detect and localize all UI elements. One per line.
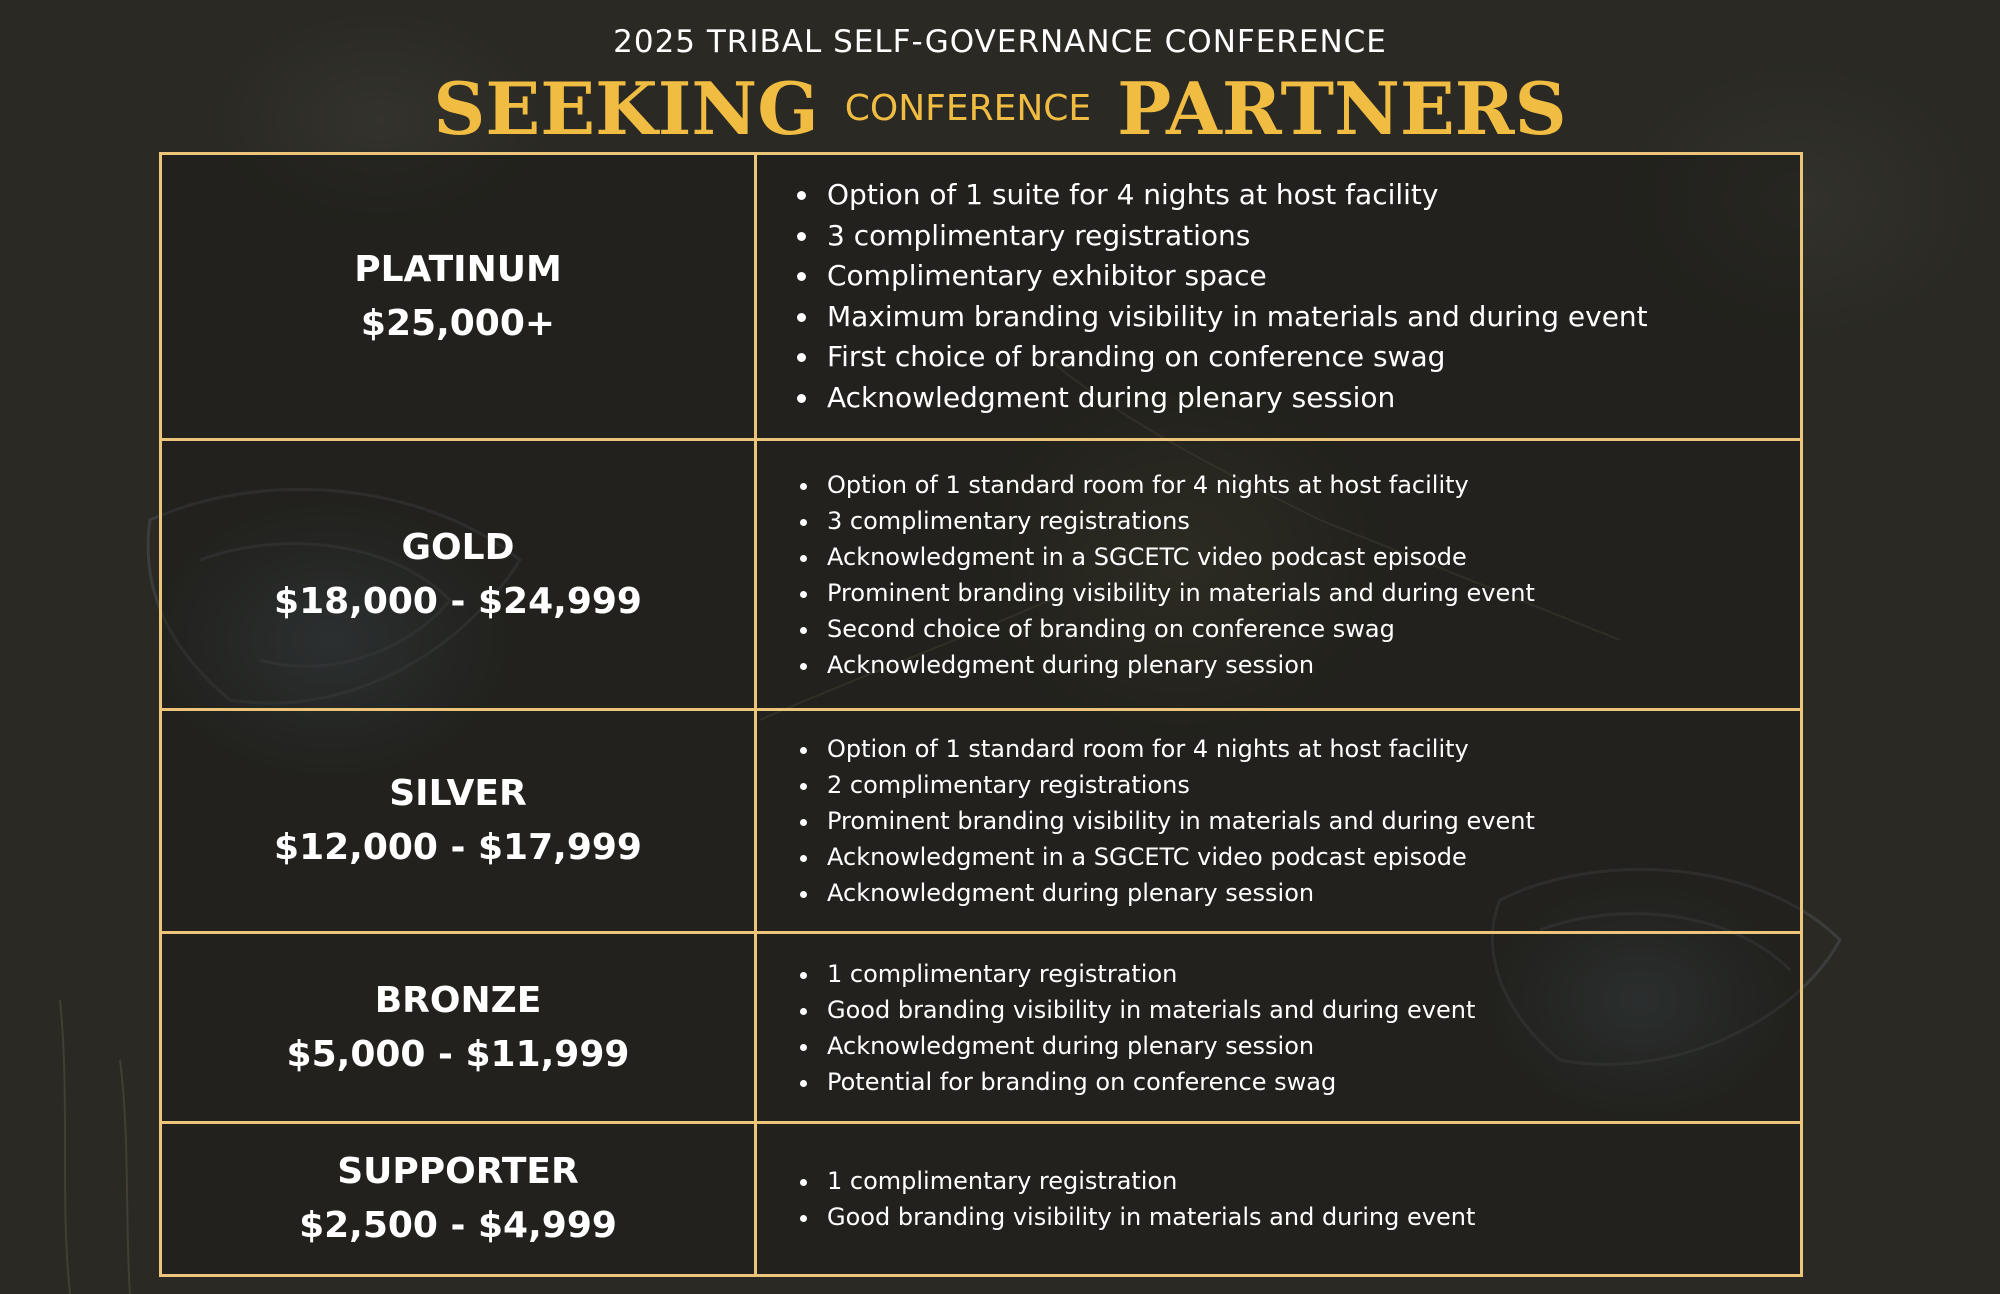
benefit-item: • Potential for branding on conference swag — [821, 1064, 1800, 1100]
tier-cell-gold — [161, 440, 756, 710]
tier-cell-platinum — [161, 154, 756, 440]
benefit-item: • 1 complimentary registration — [821, 1163, 1800, 1199]
title-conference: CONFERENCE — [844, 88, 1092, 129]
tier-price-platinum: $25,000+ — [360, 302, 556, 344]
benefit-item: • Acknowledgment during plenary session — [821, 1028, 1800, 1064]
tier-row-gold — [161, 440, 1802, 710]
benefit-item: • Prominent branding visibility in materials and during event — [821, 803, 1800, 839]
tier-row-silver — [161, 710, 1802, 933]
benefit-item: • First choice of branding on conference swag — [821, 337, 1800, 378]
benefit-item: • Option of 1 suite for 4 nights at host facility — [821, 175, 1800, 216]
benefits-cell-platinum — [756, 154, 1802, 440]
tier-row-platinum — [161, 154, 1802, 440]
benefit-item: • Option of 1 standard room for 4 nights at host facility — [821, 467, 1800, 503]
tier-row-supporter — [161, 1123, 1802, 1276]
benefit-item: • Acknowledgment in a SGCETC video podcast episode — [821, 539, 1800, 575]
benefits-cell-silver — [756, 710, 1802, 933]
tier-name-supporter: SUPPORTER — [337, 1151, 579, 1192]
benefit-item: • 3 complimentary registrations — [821, 503, 1800, 539]
benefits-list-gold — [757, 467, 1800, 683]
benefit-item: • 2 complimentary registrations — [821, 767, 1800, 803]
benefit-item: • Acknowledgment during plenary session — [821, 875, 1800, 911]
tier-price-gold: $18,000 - $24,999 — [274, 580, 642, 622]
tier-cell-supporter — [161, 1123, 756, 1276]
tier-price-supporter: $2,500 - $4,999 — [299, 1205, 617, 1246]
tier-price-bronze: $5,000 - $11,999 — [286, 1033, 630, 1075]
tier-row-bronze — [161, 933, 1802, 1123]
benefit-item: • Acknowledgment in a SGCETC video podcast episode — [821, 839, 1800, 875]
benefits-list-platinum — [757, 175, 1800, 418]
tier-price-silver: $12,000 - $17,999 — [274, 827, 642, 868]
benefit-item: • Prominent branding visibility in materials and during event — [821, 575, 1800, 611]
benefits-list-supporter — [757, 1163, 1800, 1235]
header — [0, 20, 2000, 152]
benefit-item: • Option of 1 standard room for 4 nights at host facility — [821, 731, 1800, 767]
tier-name-bronze: BRONZE — [374, 979, 542, 1021]
title-seeking: SEEKING — [433, 66, 819, 151]
benefits-cell-gold — [756, 440, 1802, 710]
tier-name-platinum: PLATINUM — [354, 248, 562, 290]
benefit-item: • Good branding visibility in materials and during event — [821, 1199, 1800, 1235]
benefits-list-bronze — [757, 956, 1800, 1100]
benefit-item: • 1 complimentary registration — [821, 956, 1800, 992]
benefit-item: • Complimentary exhibitor space — [821, 256, 1800, 297]
benefit-item: • Acknowledgment during plenary session — [821, 647, 1800, 683]
benefit-item: • Acknowledgment during plenary session — [821, 378, 1800, 419]
benefit-item: • Maximum branding visibility in materials and during event — [821, 297, 1800, 338]
benefits-cell-supporter — [756, 1123, 1802, 1276]
page-title — [0, 66, 2000, 152]
conference-subtitle: 2025 TRIBAL SELF-GOVERNANCE CONFERENCE — [613, 24, 1387, 60]
benefit-item: • Second choice of branding on conference swag — [821, 611, 1800, 647]
sponsorship-tiers-table — [159, 152, 1803, 1277]
benefits-list-silver — [757, 731, 1800, 911]
benefit-item: • Good branding visibility in materials and during event — [821, 992, 1800, 1028]
tier-name-gold: GOLD — [401, 526, 515, 568]
tier-name-silver: SILVER — [389, 773, 527, 814]
title-partners: PARTNERS — [1117, 66, 1567, 151]
benefits-cell-bronze — [756, 933, 1802, 1123]
tier-cell-silver — [161, 710, 756, 933]
tier-cell-bronze — [161, 933, 756, 1123]
benefit-item: • 3 complimentary registrations — [821, 216, 1800, 257]
